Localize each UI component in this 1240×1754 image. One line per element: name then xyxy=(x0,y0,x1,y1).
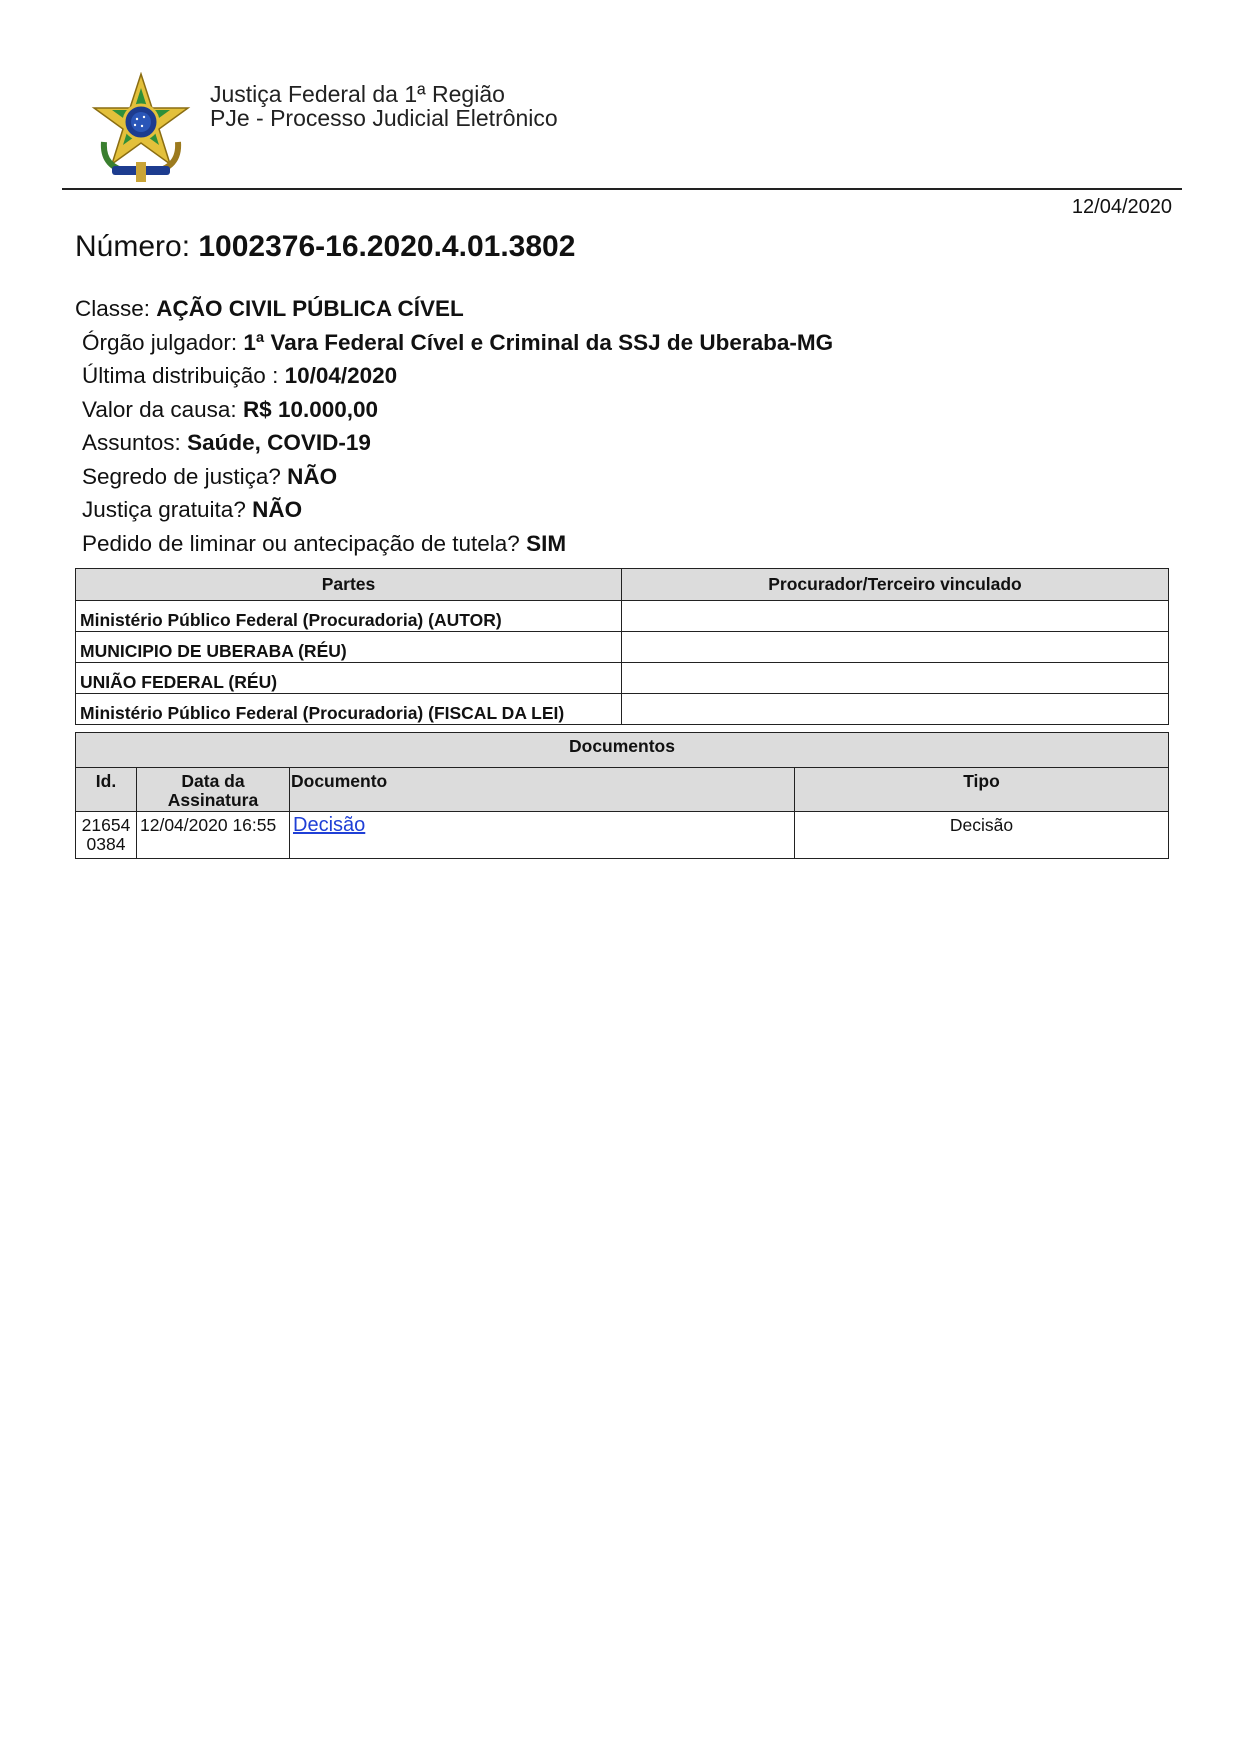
meta-value: 10/04/2020 xyxy=(284,363,398,388)
document-type: Decisão xyxy=(795,812,1169,859)
organization-name xyxy=(210,82,558,130)
table-row xyxy=(76,601,1169,632)
meta-row-liminar xyxy=(75,527,833,561)
type-header: Tipo xyxy=(795,768,1169,812)
party-attorney xyxy=(622,663,1169,694)
meta-row-orgao xyxy=(75,326,833,360)
meta-row-assuntos xyxy=(75,426,833,460)
meta-row-distribuicao xyxy=(75,359,833,393)
signature-date: 12/04/2020 16:55 xyxy=(137,812,290,859)
meta-label: Segredo de justiça? xyxy=(82,463,288,489)
documents-caption: Documentos xyxy=(76,733,1169,768)
meta-value: SIM xyxy=(526,530,567,556)
meta-label: Última distribuição : xyxy=(82,363,285,388)
process-metadata xyxy=(75,292,833,560)
process-number xyxy=(75,230,575,264)
attorney-header: Procurador/Terceiro vinculado xyxy=(622,569,1169,601)
meta-value: R$ 10.000,00 xyxy=(242,396,379,422)
meta-label: Órgão julgador: xyxy=(82,329,244,355)
document-id-line: 21654 xyxy=(81,815,131,835)
meta-row-valor xyxy=(75,393,833,427)
documents-caption-row xyxy=(76,733,1169,768)
table-row xyxy=(76,632,1169,663)
parties-header: Partes xyxy=(76,569,622,601)
process-number-value: 1002376-16.2020.4.01.3802 xyxy=(198,230,576,263)
org-line-system: PJe - Processo Judicial Eletrônico xyxy=(210,105,558,131)
documents-table xyxy=(75,732,1169,859)
party-name: Ministério Público Federal (Procuradoria) (AUTOR) xyxy=(76,601,622,632)
meta-value: NÃO xyxy=(252,497,303,522)
meta-label: Justiça gratuita? xyxy=(82,497,253,522)
meta-value: NÃO xyxy=(287,463,338,489)
meta-value: Saúde, COVID-19 xyxy=(187,430,371,455)
id-header: Id. xyxy=(76,768,137,812)
document-date: 12/04/2020 xyxy=(1071,196,1172,218)
meta-label: Valor da causa: xyxy=(82,396,243,422)
party-name: UNIÃO FEDERAL (RÉU) xyxy=(76,663,622,694)
signature-date-header: Data da Assinatura xyxy=(137,768,290,812)
meta-label: Pedido de liminar ou antecipação de tutela? xyxy=(82,530,527,556)
process-number-label: Número: xyxy=(75,230,199,263)
org-line-court: Justiça Federal da 1ª Região xyxy=(210,81,505,107)
table-row xyxy=(76,812,1169,859)
table-row xyxy=(76,663,1169,694)
parties-header-row xyxy=(76,569,1169,601)
brazil-coat-of-arms-icon xyxy=(90,72,192,184)
table-row xyxy=(76,694,1169,725)
parties-table xyxy=(75,568,1169,725)
party-name: Ministério Público Federal (Procuradoria) (FISCAL DA LEI) xyxy=(76,694,622,725)
document-id xyxy=(76,812,137,859)
meta-label: Classe: xyxy=(75,296,157,321)
document-link[interactable]: Decisão xyxy=(293,814,366,836)
meta-value: 1ª Vara Federal Cível e Criminal da SSJ de Uberaba-MG xyxy=(243,329,834,355)
party-attorney xyxy=(622,632,1169,663)
document-header xyxy=(62,70,1182,190)
meta-row-segredo xyxy=(75,460,833,494)
meta-row-classe xyxy=(75,292,833,326)
document-header: Documento xyxy=(290,768,795,812)
meta-row-gratuita xyxy=(75,493,833,527)
party-name: MUNICIPIO DE UBERABA (RÉU) xyxy=(76,632,622,663)
documents-header-row xyxy=(76,768,1169,812)
party-attorney xyxy=(622,694,1169,725)
meta-value: AÇÃO CIVIL PÚBLICA CÍVEL xyxy=(156,296,464,321)
meta-label: Assuntos: xyxy=(82,430,188,455)
party-attorney xyxy=(622,601,1169,632)
document-cell xyxy=(290,812,795,859)
document-id-line: 0384 xyxy=(86,834,126,854)
